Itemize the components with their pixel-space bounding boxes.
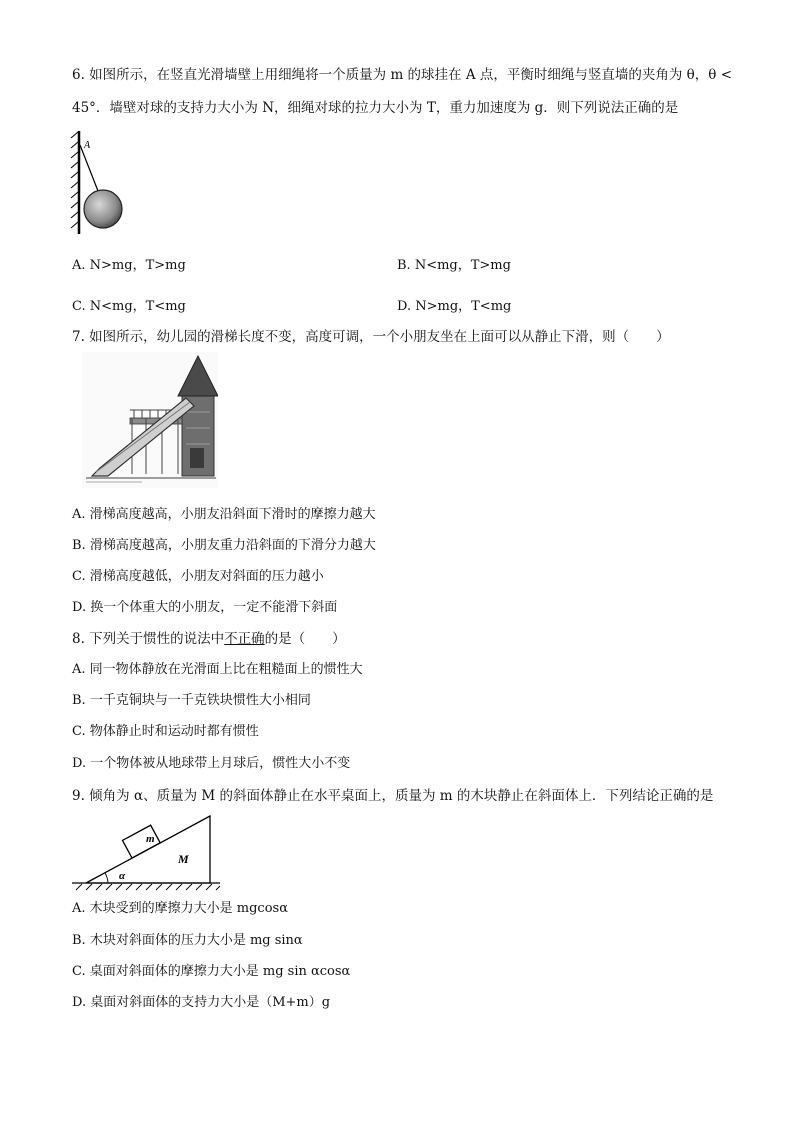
q7-option-c[interactable]: C. 滑梯高度越低，小朋友对斜面的压力越小 [72,569,324,584]
q9-option-a[interactable]: A. 木块受到的摩擦力大小是 mgcosα [72,901,288,916]
q7-option-b[interactable]: B. 滑梯高度越高，小朋友重力沿斜面的下滑分力越大 [72,538,376,553]
q6-stem-line2: 45°．墙壁对球的支持力大小为 N，细绳对球的拉力大小为 T，重力加速度为 g．则下列说法正确的是 [72,100,679,116]
angle-arc [105,873,108,883]
q6-wall-ball-figure [66,128,136,238]
q7-stem: 7. 如图所示，幼儿园的滑梯长度不变，高度可调，一个小朋友坐在上面可以从静止下滑，则（ ） [72,329,670,345]
q9-option-b[interactable]: B. 木块对斜面体的压力大小是 mg sinα [72,933,303,948]
point-a-label: A [84,140,91,151]
q8-stem-post: 的是（ ） [264,631,346,647]
angle-alpha-label: α [119,870,126,882]
q6-option-d[interactable]: D. N>mg，T<mg [397,299,512,314]
q9-stem: 9. 倾角为 α、质量为 M 的斜面体静止在水平桌面上，质量为 m 的木块静止在斜面体上．下列结论正确的是 [72,788,714,804]
q8-option-c[interactable]: C. 物体静止时和运动时都有惯性 [72,724,259,739]
q9-option-c[interactable]: C. 桌面对斜面体的摩擦力大小是 mg sin αcosα [72,964,351,979]
q7-slide-photo [82,352,218,488]
q7-option-d[interactable]: D. 换一个体重大的小朋友，一定不能滑下斜面 [72,600,338,615]
q9-option-d[interactable]: D. 桌面对斜面体的支持力大小是（M+m）g [72,995,331,1010]
q6-option-c[interactable]: C. N<mg，T<mg [72,299,186,314]
wedge-m-label: M [178,852,189,866]
q8-option-a[interactable]: A. 同一物体静放在光滑面上比在粗糙面上的惯性大 [72,662,363,677]
q8-stem-pre: 8. 下列关于惯性的说法中 [72,631,225,647]
q6-stem-line1: 6. 如图所示，在竖直光滑墙壁上用细绳将一个质量为 m 的球挂在 A 点，平衡时细绳与竖直墙的夹角为 θ，θ < [72,67,733,83]
ground-hatching [76,884,220,890]
wall-hatching [71,132,78,228]
q8-stem-underlined: 不正确 [224,631,265,647]
q7-option-a[interactable]: A. 滑梯高度越高，小朋友沿斜面下滑时的摩擦力越大 [72,507,376,522]
q9-incline-figure [70,810,222,892]
q6-option-a[interactable]: A. N>mg，T>mg [72,258,186,273]
ball-shape [84,190,122,228]
q8-option-d[interactable]: D. 一个物体被从地球带上月球后，惯性大小不变 [72,756,351,771]
q6-option-b[interactable]: B. N<mg，T>mg [397,258,511,273]
q8-stem [72,630,346,648]
block-m-label: m [146,833,155,845]
rope-line [80,145,98,191]
q8-option-b[interactable]: B. 一千克铜块与一千克铁块惯性大小相同 [72,693,311,708]
